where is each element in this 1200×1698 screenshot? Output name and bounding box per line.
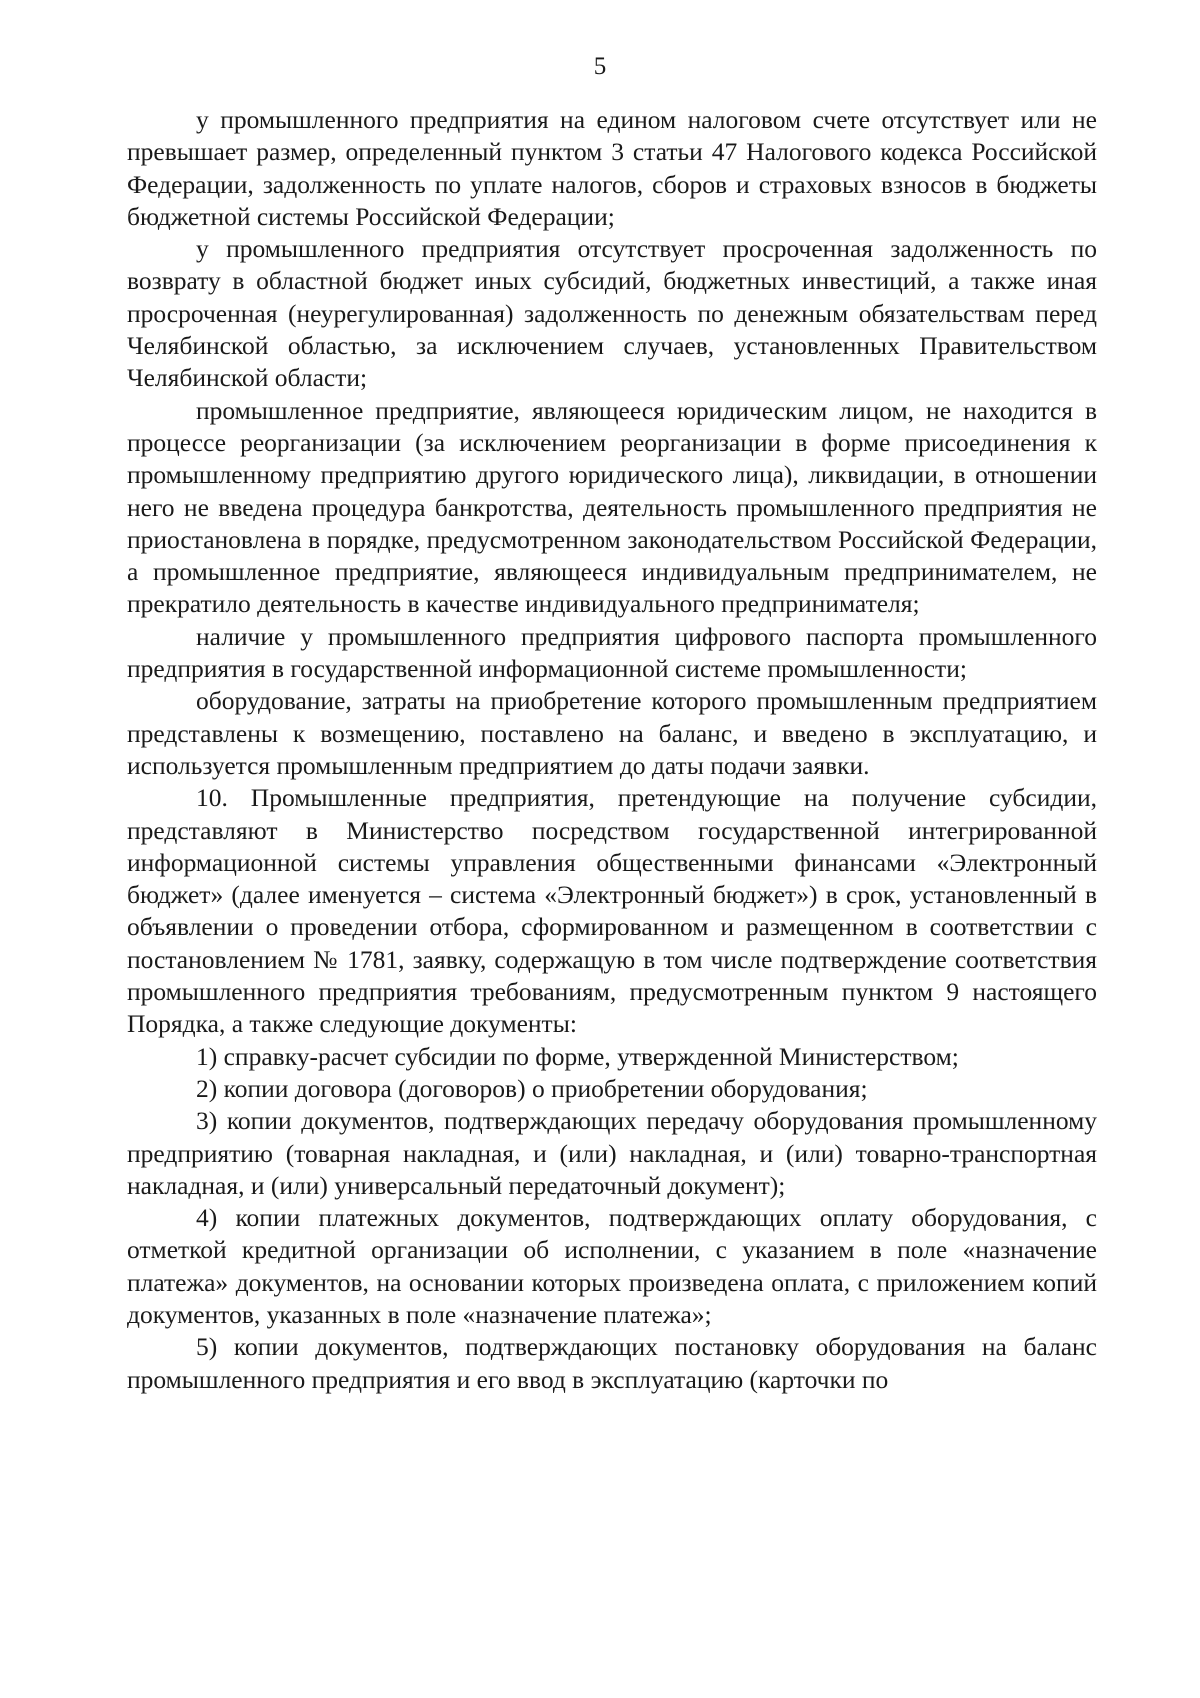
paragraph-tax-debt: у промышленного предприятия на едином налоговом счете отсутствует или не превышает размер, определенный пунктом 3 статьи 47 Налогового кодекса Российской Федерации, задолженность по уплате налогов, сборов и страховых взносов в бюджеты бюджетной системы Российской Федерации;	[127, 105, 1097, 231]
paragraph-overdue-debt: у промышленного предприятия отсутствует просроченная задолженность по возврату в областной бюджет иных субсидий, бюджетных инвестиций, а также иная просроченная (неурегулированная) задолженность по денежным обязательствам перед Челябинской областью, за исключением случаев, установленных Правительством Челябинской области;	[127, 234, 1097, 393]
list-item-1: 1) справку-расчет субсидии по форме, утвержденной Министерством;	[196, 1041, 959, 1071]
list-item-5: 5) копии документов, подтверждающих постановку оборудования на баланс промышленного предприятия и его ввод в эксплуатацию (карточки по	[127, 1332, 1097, 1394]
paragraph-digital-passport: наличие у промышленного предприятия цифрового паспорта промышленного предприятия в государственной информационной системе промышленности;	[127, 621, 1097, 684]
page-number: 5	[593, 53, 607, 80]
list-item-3: 3) копии документов, подтверждающих передачу оборудования промышленному предприятию (товарная накладная, и (или) накладная, и (или) товарно-транспортная накладная, и (или) универсальный передаточный документ);	[127, 1106, 1097, 1200]
paragraph-section-10: 10. Промышленные предприятия, претендующие на получение субсидии, представляют в Министерство посредством государственной интегрированной информационной системы управления общественными финансами «Электронный бюджет» (далее именуется – система «Электронный бюджет») в срок, установленный в объявлении о проведении отбора, сформированном и размещенном в соответствии с постановлением № 1781, заявку, содержащую в том числе подтверждение соответствия промышленного предприятия требованиям, предусмотренным пунктом 9 настоящего Порядка, а также следующие документы:	[127, 783, 1097, 1039]
list-item-2: 2) копии договора (договоров) о приобретении оборудования;	[196, 1073, 868, 1103]
paragraph-equipment: оборудование, затраты на приобретение которого промышленным предприятием представлены к возмещению, поставлено на баланс, и введено в эксплуатацию, и используется промышленным предприятием до даты подачи заявки.	[127, 686, 1097, 780]
list-item-4: 4) копии платежных документов, подтверждающих оплату оборудования, с отметкой кредитной организации об исполнении, с указанием в поле «назначение платежа» документов, на основании которых произведена оплата, с приложением копий документов, указанных в поле «назначение платежа»;	[127, 1203, 1097, 1329]
paragraph-reorganization: промышленное предприятие, являющееся юридическим лицом, не находится в процессе реорганизации (за исключением реорганизации в форме присоединения к промышленному предприятию другого юридического лица), ликвидации, в отношении него не введена процедура банкротства, деятельность промышленного предприятия не приостановлена в порядке, предусмотренном законодательством Российской Федерации, а промышленное предприятие, являющееся индивидуальным предпринимателем, не прекратило деятельность в качестве индивидуального предпринимателя;	[127, 395, 1097, 619]
document-body	[127, 104, 1097, 1396]
